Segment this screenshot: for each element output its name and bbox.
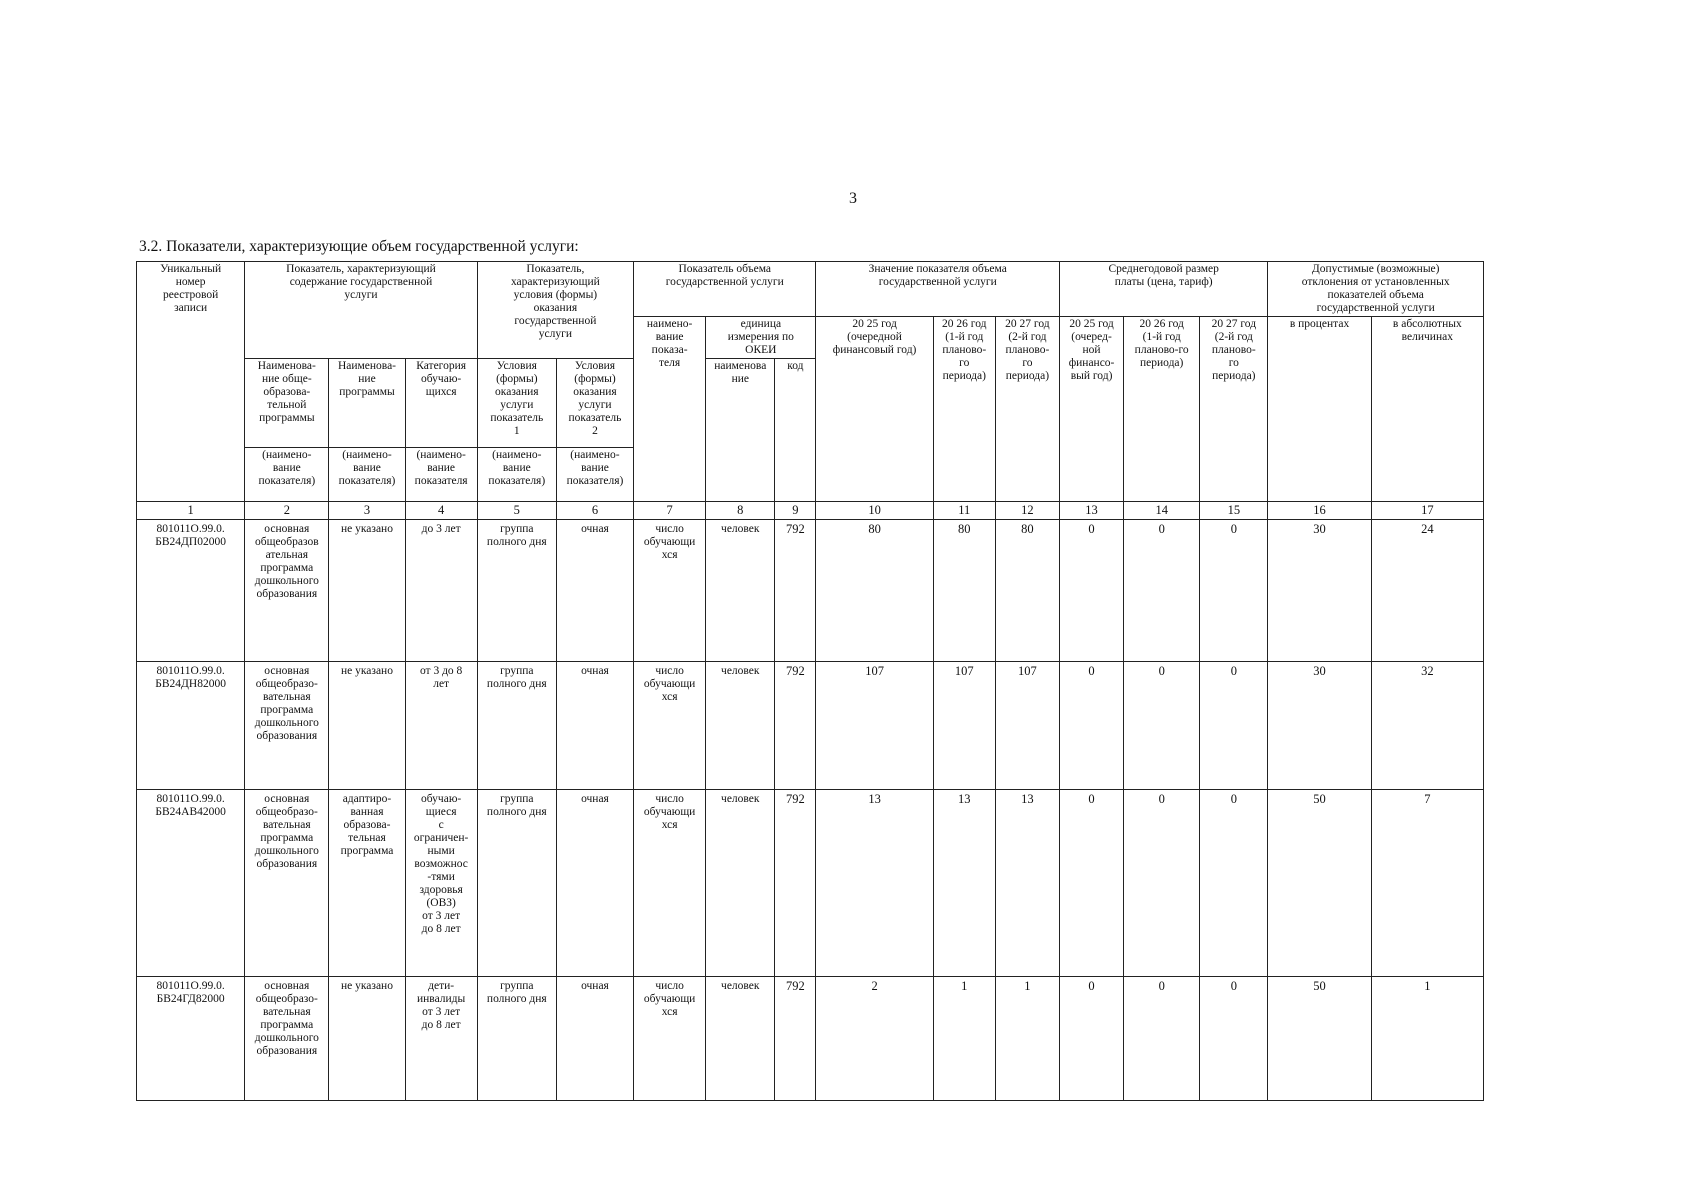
column-number: 4 [405,502,477,520]
cell-fee-2026: 0 [1124,790,1200,977]
cell-program: не указано [329,977,405,1101]
cell-category: дети- инвалиды от 3 лет до 8 лет [405,977,477,1101]
table-row [137,977,1484,1101]
table-row [137,790,1484,977]
header-category: Категория обучаю- щихся [405,359,477,448]
header-dev-absolute: в абсолютных величинах [1371,317,1483,502]
header-fee-plan1: 20 26 год (1-й год планово-го периода) [1124,317,1200,502]
cell-fee-2025: 0 [1059,977,1123,1101]
column-number: 13 [1059,502,1123,520]
cell-indicator: число обучающи хся [634,662,706,790]
column-number: 8 [706,502,775,520]
cell-value-2025: 2 [816,977,933,1101]
table-row [137,520,1484,662]
header-deviation-group: Допустимые (возможные) отклонения от установленных показателей объема государственной услуги [1268,262,1484,317]
cell-fee-2027: 0 [1200,790,1268,977]
header-naming-4: (наимено- вание показателя) [477,448,556,502]
cell-condition1: группа полного дня [477,790,556,977]
cell-program-name: основная общеобразо- вательная программа дошкольного образования [245,977,329,1101]
column-number: 16 [1268,502,1371,520]
header-volume-value-group: Значение показателя объема государственной услуги [816,262,1060,317]
cell-category: обучаю- щиеся с ограничен- ными возможнос -тями здоровья (ОВЗ) от 3 лет до 8 лет [405,790,477,977]
header-fee-plan2: 20 27 год (2-й год планово- го периода) [1200,317,1268,502]
cell-value-2027: 80 [995,520,1059,662]
header-okei-unit: единица измерения по ОКЕИ [706,317,816,359]
cell-value-2026: 13 [933,790,995,977]
header-fee-current: 20 25 год (очеред- ной финансо- вый год) [1059,317,1123,502]
column-number: 7 [634,502,706,520]
cell-program-name: основная общеобразо- вательная программа дошкольного образования [245,790,329,977]
header-year-plan1: 20 26 год (1-й год планово- го периода) [933,317,995,502]
cell-category: от 3 до 8 лет [405,662,477,790]
cell-code: 792 [775,520,816,662]
cell-value-2027: 13 [995,790,1059,977]
cell-fee-2025: 0 [1059,662,1123,790]
cell-condition2: очная [556,977,633,1101]
column-number: 1 [137,502,245,520]
page-number: 3 [849,190,857,207]
header-program: Наименова- ние программы [329,359,405,448]
cell-value-2027: 1 [995,977,1059,1101]
header-okei-name: наименова ние [706,359,775,502]
cell-fee-2026: 0 [1124,662,1200,790]
section-title: 3.2. Показатели, характеризующие объем государственной услуги: [139,238,579,255]
header-fee-group: Среднегодовой размер платы (цена, тариф) [1059,262,1267,317]
volume-indicators-table [136,261,1484,1101]
cell-deviation-percent: 50 [1268,977,1371,1101]
cell-registry-id: 801011О.99.0. БВ24ДП02000 [137,520,245,662]
cell-deviation-absolute: 24 [1371,520,1483,662]
cell-code: 792 [775,790,816,977]
cell-program: не указано [329,520,405,662]
cell-program: адаптиро- ванная образова- тельная программа [329,790,405,977]
column-number: 5 [477,502,556,520]
cell-value-2026: 107 [933,662,995,790]
cell-condition2: очная [556,790,633,977]
cell-code: 792 [775,662,816,790]
cell-deviation-percent: 30 [1268,662,1371,790]
header-dev-percent: в процентах [1268,317,1371,502]
header-unique-number: Уникальный номер реестровой записи [137,262,245,502]
cell-program-name: основная общеобразо- вательная программа дошкольного образования [245,662,329,790]
cell-value-2025: 13 [816,790,933,977]
header-condition2: Условия (формы) оказания услуги показатель 2 [556,359,633,448]
cell-condition1: группа полного дня [477,977,556,1101]
cell-deviation-absolute: 32 [1371,662,1483,790]
column-number: 17 [1371,502,1483,520]
cell-registry-id: 801011О.99.0. БВ24ГД82000 [137,977,245,1101]
table-row [137,662,1484,790]
cell-value-2025: 80 [816,520,933,662]
column-number: 15 [1200,502,1268,520]
column-number: 14 [1124,502,1200,520]
cell-deviation-absolute: 7 [1371,790,1483,977]
cell-unit: человек [706,662,775,790]
cell-value-2026: 80 [933,520,995,662]
cell-fee-2027: 0 [1200,977,1268,1101]
header-program-name: Наименова- ние обще- образова- тельной программы [245,359,329,448]
cell-condition2: очная [556,520,633,662]
cell-fee-2026: 0 [1124,520,1200,662]
cell-unit: человек [706,790,775,977]
header-indicator-name: наимено- вание показа- теля [634,317,706,502]
header-naming-5: (наимено- вание показателя) [556,448,633,502]
cell-unit: человек [706,520,775,662]
cell-indicator: число обучающи хся [634,520,706,662]
cell-indicator: число обучающи хся [634,977,706,1101]
cell-program-name: основная общеобразов ательная программа дошкольного образования [245,520,329,662]
cell-indicator: число обучающи хся [634,790,706,977]
header-volume-indicator-group: Показатель объема государственной услуги [634,262,816,317]
cell-fee-2025: 0 [1059,520,1123,662]
cell-condition1: группа полного дня [477,520,556,662]
cell-fee-2025: 0 [1059,790,1123,977]
cell-condition2: очная [556,662,633,790]
cell-value-2025: 107 [816,662,933,790]
header-year-current: 20 25 год (очередной финансовый год) [816,317,933,502]
cell-fee-2027: 0 [1200,520,1268,662]
cell-value-2027: 107 [995,662,1059,790]
header-naming-2: (наимено- вание показателя) [329,448,405,502]
cell-condition1: группа полного дня [477,662,556,790]
cell-program: не указано [329,662,405,790]
cell-category: до 3 лет [405,520,477,662]
header-okei-code: код [775,359,816,502]
column-number: 11 [933,502,995,520]
cell-unit: человек [706,977,775,1101]
column-number: 3 [329,502,405,520]
header-conditions-group: Показатель, характеризующий условия (формы) оказания государственной услуги [477,262,633,359]
header-naming-3: (наимено- вание показателя [405,448,477,502]
header-content-group: Показатель, характеризующий содержание государственной услуги [245,262,477,359]
cell-fee-2026: 0 [1124,977,1200,1101]
cell-code: 792 [775,977,816,1101]
header-naming-1: (наимено- вание показателя) [245,448,329,502]
cell-deviation-percent: 50 [1268,790,1371,977]
cell-deviation-absolute: 1 [1371,977,1483,1101]
header-year-plan2: 20 27 год (2-й год планово- го периода) [995,317,1059,502]
column-number-row [137,502,1484,520]
column-number: 9 [775,502,816,520]
cell-registry-id: 801011О.99.0. БВ24АВ42000 [137,790,245,977]
cell-fee-2027: 0 [1200,662,1268,790]
cell-value-2026: 1 [933,977,995,1101]
column-number: 10 [816,502,933,520]
header-condition1: Условия (формы) оказания услуги показатель 1 [477,359,556,448]
cell-registry-id: 801011О.99.0. БВ24ДН82000 [137,662,245,790]
column-number: 6 [556,502,633,520]
cell-deviation-percent: 30 [1268,520,1371,662]
column-number: 2 [245,502,329,520]
column-number: 12 [995,502,1059,520]
